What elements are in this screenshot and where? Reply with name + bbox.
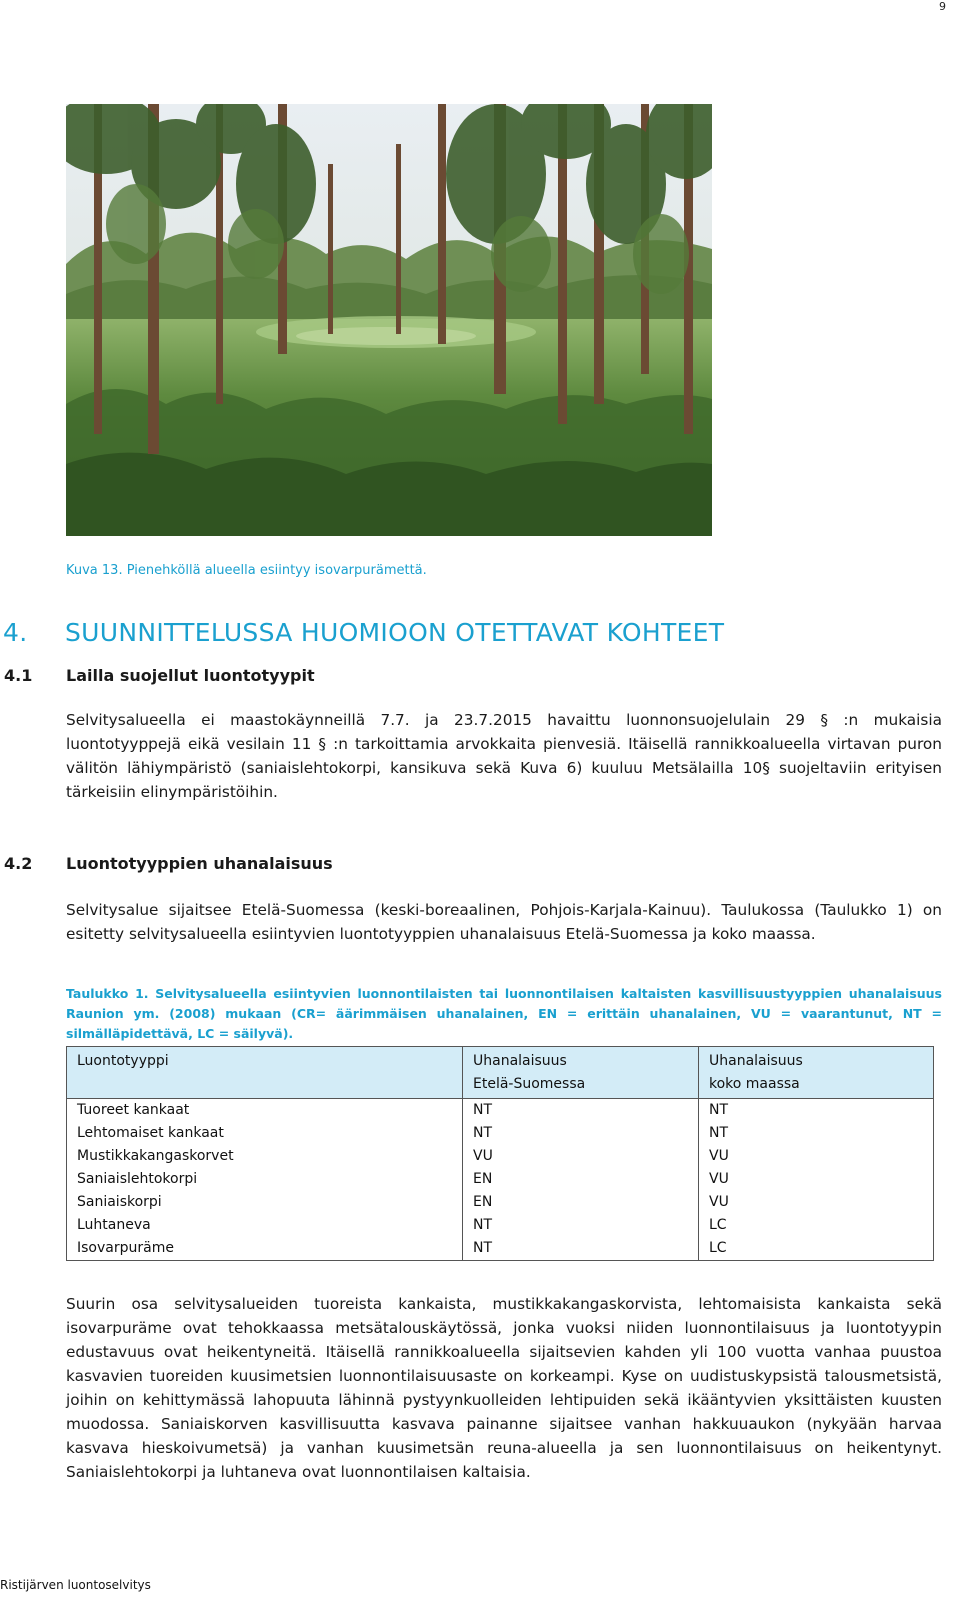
header-line: Uhanalaisuus xyxy=(709,1053,803,1069)
table-cell: NT xyxy=(463,1122,699,1145)
table-cell: VU xyxy=(699,1191,934,1214)
header-cell-habitat xyxy=(67,1047,463,1099)
forest-photo xyxy=(66,104,712,536)
table-cell: NT xyxy=(463,1099,699,1123)
section-4-2-heading xyxy=(4,854,904,876)
forest-photo-image xyxy=(66,104,712,536)
closing-text: Suurin osa selvitysalueiden tuoreista kankaista, mustikkakangaskorvista, lehtomaisista kankaista sekä isovarpuräme ovat tehokkaassa metsätalouskäytössä, jonka vuoksi niiden luonnontilaisuus ja luontotyypin edustavuus ovat heikentyneitä. Itäisellä rannikkoalueella sijaitsevien kahden yli 100 vuotta vanhaa puustoa kasvavien tuoreiden kuusimetsien luonnontilaisuusaste on korkeampi. Kyse on uudistuskypsistä talousmetsistä, joihin on kehittymässä lahopuuta lähinnä pystyynkuolleiden lehtipuiden sekä ikääntyvien yksittäisten kuusten muodossa. Saniaiskorven kasvillisuutta kasvava painanne sijaitsee vanhan hakkuuaukon (nykyään harvaa kasvava hieskoivumetsä) ja vanhan kuusimetsän reuna-alueella ja sen luonnontilaisuus on heikentynyt. Saniaislehtokorpi ja luhtaneva ovat luonnontilaisen kaltaisia. xyxy=(66,1295,942,1481)
threat-status-table xyxy=(66,1046,934,1261)
header-cell-whole-country xyxy=(699,1047,934,1099)
closing-paragraph xyxy=(66,1292,942,1484)
section-4-title: SUUNNITTELUSSA HUOMIOON OTETTAVAT KOHTEET xyxy=(65,618,725,647)
header-line: Etelä-Suomessa xyxy=(473,1076,586,1092)
table-cell: NT xyxy=(463,1214,699,1237)
table-row xyxy=(67,1214,934,1237)
table-row xyxy=(67,1099,934,1123)
section-4-1-number: 4.1 xyxy=(4,666,33,685)
table-cell: Saniaiskorpi xyxy=(67,1191,463,1214)
table-cell: Mustikkakangaskorvet xyxy=(67,1145,463,1168)
header-cell-south-finland xyxy=(463,1047,699,1099)
section-4-2-text: Selvitysalue sijaitsee Etelä-Suomessa (keski-boreaalinen, Pohjois-Karjala-Kainuu). Taulukossa (Taulukko 1) on esitetty selvitysalueella esiintyvien luontotyyppien uhanalaisuus Etelä-Suomessa ja koko maassa. xyxy=(66,901,942,943)
table-cell: Lehtomaiset kankaat xyxy=(67,1122,463,1145)
table-row xyxy=(67,1191,934,1214)
table-caption: Taulukko 1. Selvitysalueella esiintyvien luonnontilaisten tai luonnontilaisen kaltaisten kasvillisuustyyppien uhanalaisuus Raunion ym. (2008) mukaan (CR= äärimmäisen uhanalainen, EN = erittäin uhanalainen, VU = vaarantunut, NT = silmälläpidettävä, LC = säilyvä). xyxy=(66,986,942,1041)
table-cell: VU xyxy=(463,1145,699,1168)
table-cell: NT xyxy=(699,1099,934,1123)
section-4-2-title: Luontotyyppien uhanalaisuus xyxy=(66,854,333,873)
table-row xyxy=(67,1237,934,1261)
header-line: Uhanalaisuus xyxy=(473,1053,567,1069)
table-cell: EN xyxy=(463,1168,699,1191)
section-4-1-text: Selvitysalueella ei maastokäynneillä 7.7. ja 23.7.2015 havaittu luonnonsuojelulain 29 § :n mukaisia luontotyyppejä eikä vesilain 11 § :n tarkoittamia arvokkaita pienvesiä. Itäisellä rannikkoalueella virtavan puron välitön lähiympäristö (saniaislehtokorpi, kansikuva sekä Kuva 6) kuuluu Metsälailla 10§ suojeltaviin erityisen tärkeisiin elinympäristöihin. xyxy=(66,711,942,801)
section-4-2-paragraph xyxy=(66,898,942,946)
section-4-1-heading xyxy=(4,666,904,688)
header-line: Luontotyyppi xyxy=(77,1053,169,1069)
table-cell: NT xyxy=(699,1122,934,1145)
section-4-heading xyxy=(3,618,724,647)
table-cell: Tuoreet kankaat xyxy=(67,1099,463,1123)
header-line: koko maassa xyxy=(709,1076,800,1092)
table-row xyxy=(67,1168,934,1191)
table-cell: LC xyxy=(699,1214,934,1237)
table-cell: Saniaislehtokorpi xyxy=(67,1168,463,1191)
section-4-1-title: Lailla suojellut luontotyypit xyxy=(66,666,315,685)
table-cell: NT xyxy=(463,1237,699,1261)
table-header-row xyxy=(67,1047,934,1099)
section-4-number: 4. xyxy=(3,618,28,647)
table-cell: EN xyxy=(463,1191,699,1214)
table-row xyxy=(67,1122,934,1145)
table-cell: LC xyxy=(699,1237,934,1261)
table-row xyxy=(67,1145,934,1168)
table-cell: Luhtaneva xyxy=(67,1214,463,1237)
page-number: 9 xyxy=(939,0,946,13)
figure-caption: Kuva 13. Pienehköllä alueella esiintyy isovarpurämettä. xyxy=(66,563,427,578)
page-footer: Ristijärven luontoselvitys xyxy=(0,1578,151,1592)
table-cell: VU xyxy=(699,1145,934,1168)
section-4-2-number: 4.2 xyxy=(4,854,33,873)
table-cell: Isovarpuräme xyxy=(67,1237,463,1261)
table-cell: VU xyxy=(699,1168,934,1191)
section-4-1-paragraph xyxy=(66,708,942,804)
